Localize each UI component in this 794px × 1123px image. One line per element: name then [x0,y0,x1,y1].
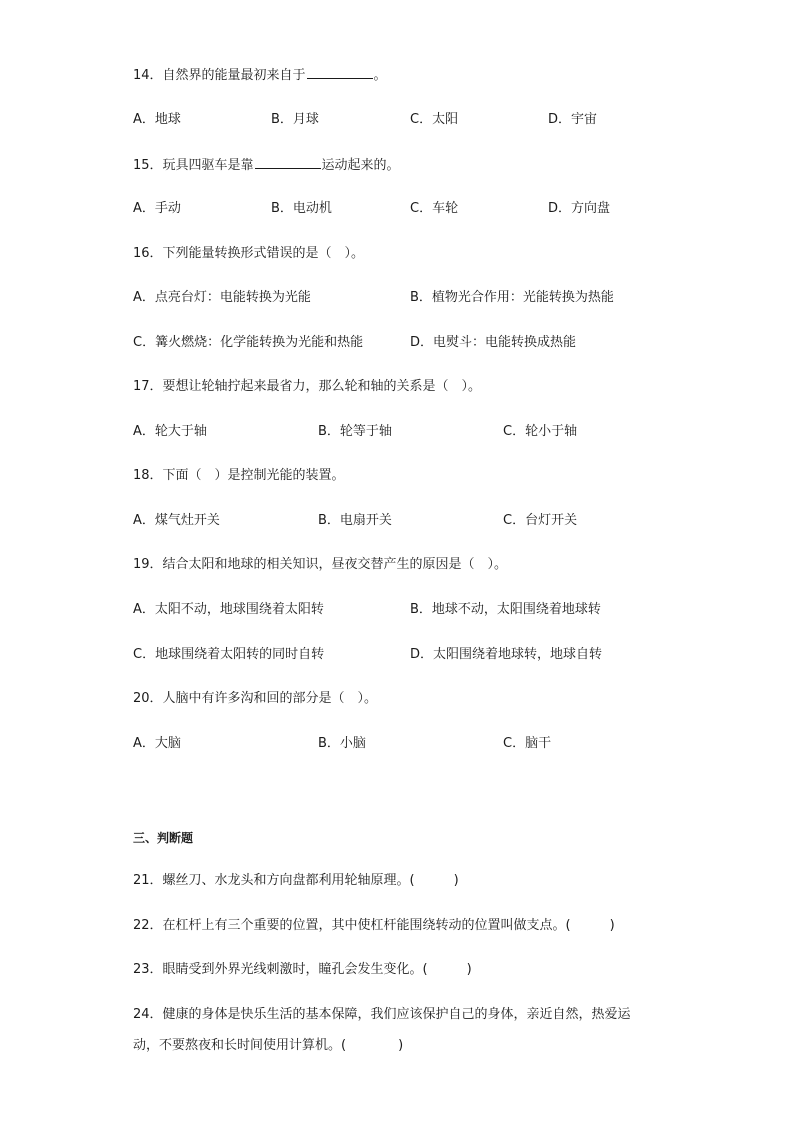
question-17-text: 17．要想让轮轴拧起来最省力，那么轮和轴的关系是（ ）。 [133,379,482,394]
question-23-text: 23．眼睛受到外界光线刺激时，瞳孔会发生变化。( ) [133,962,472,977]
question-24-text: 24．健康的身体是快乐生活的基本保障，我们应该保护自己的身体，亲近自然，热爱运 [133,1007,631,1022]
option-a[interactable]: A．太阳不动，地球围绕着太阳转 [133,602,324,617]
option-b[interactable]: B．植物光合作用：光能转换为热能 [410,290,614,305]
option-c[interactable]: C．轮小于轴 [503,424,578,439]
option-a[interactable]: A．煤气灶开关 [133,513,220,528]
option-b[interactable]: B．电动机 [271,201,332,216]
question-14 [133,65,387,85]
option-b[interactable]: B．电扇开关 [318,513,392,528]
option-d[interactable]: D．方向盘 [548,201,611,216]
option-b[interactable]: B．地球不动，太阳围绕着地球转 [410,602,601,617]
question-14-suffix: 。 [373,68,387,83]
question-14-text: 14．自然界的能量最初来自于 [133,68,306,83]
option-a[interactable]: A．手动 [133,201,181,216]
option-a[interactable]: A．点亮台灯：电能转换为光能 [133,290,311,305]
question-20-text: 20．人脑中有许多沟和回的部分是（ ）。 [133,691,378,706]
section-title: 三、判断题 [133,831,194,845]
question-24-text-continued: 动，不要熬夜和长时间使用计算机。( ) [133,1038,404,1053]
option-a[interactable]: A．大脑 [133,736,181,751]
question-15 [133,155,400,175]
question-18-text: 18．下面（ ）是控制光能的装置。 [133,468,345,483]
option-c[interactable]: C．地球围绕着太阳转的同时自转 [133,647,325,662]
option-d[interactable]: D．电熨斗：电能转换成热能 [410,335,577,350]
question-15-text: 15．玩具四驱车是靠 [133,158,254,173]
question-19-text: 19．结合太阳和地球的相关知识，昼夜交替产生的原因是（ ）。 [133,557,508,572]
option-a[interactable]: A．轮大于轴 [133,424,207,439]
option-c[interactable]: C．太阳 [410,112,459,127]
option-a[interactable]: A．地球 [133,112,181,127]
option-d[interactable]: D．太阳围绕着地球转，地球自转 [410,647,603,662]
answer-blank[interactable] [255,155,321,169]
option-d[interactable]: D．宇宙 [548,112,598,127]
option-b[interactable]: B．月球 [271,112,319,127]
option-b[interactable]: B．轮等于轴 [318,424,392,439]
option-c[interactable]: C．篝火燃烧：化学能转换为光能和热能 [133,335,364,350]
option-c[interactable]: C．车轮 [410,201,459,216]
question-21-text: 21．螺丝刀、水龙头和方向盘都利用轮轴原理。( ) [133,873,459,888]
answer-blank[interactable] [307,65,373,79]
option-c[interactable]: C．台灯开关 [503,513,578,528]
question-22-text: 22．在杠杆上有三个重要的位置，其中使杠杆能围绕转动的位置叫做支点。( ) [133,918,615,933]
question-15-suffix: 运动起来的。 [321,158,400,173]
question-16-text: 16．下列能量转换形式错误的是（ ）。 [133,246,365,261]
option-b[interactable]: B．小脑 [318,736,366,751]
option-c[interactable]: C．脑干 [503,736,552,751]
